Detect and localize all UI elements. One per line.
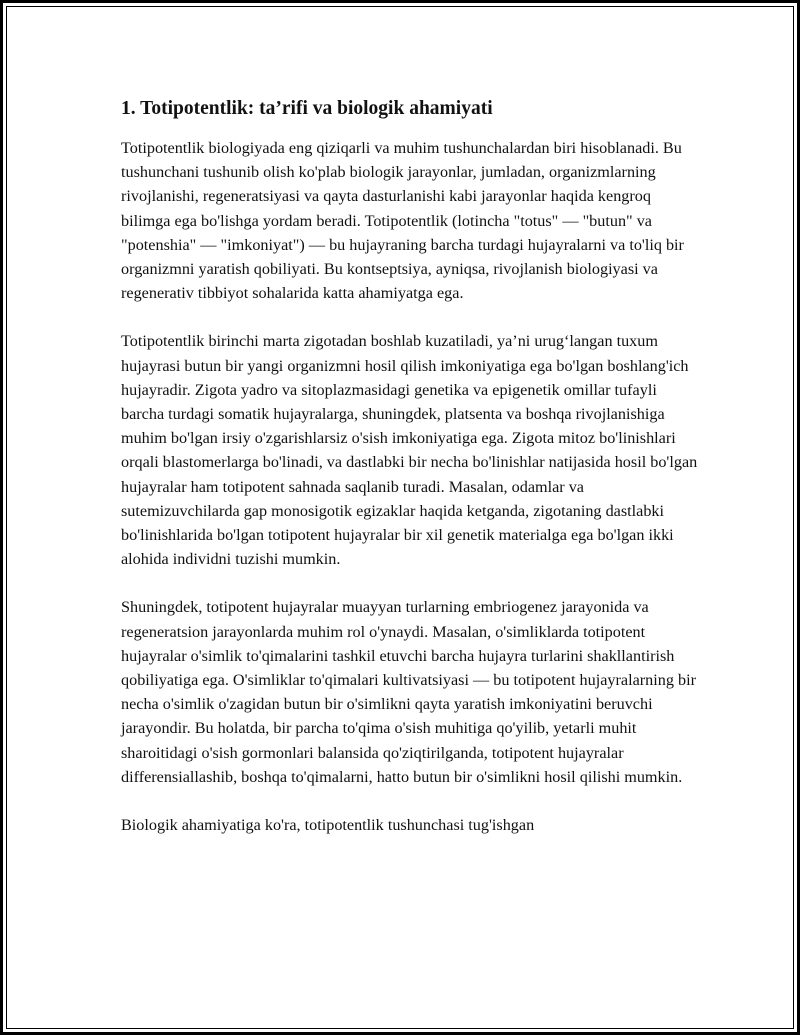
paragraph-2: Totipotentlik birinchi marta zigotadan boshlab kuzatiladi, ya’ni urug‘langan tuxum hujayrasi butun bir yangi organizmni hosil qilish imkoniyatiga ega bo'lgan boshlang'ich hujayradir. Zigota yadro va sitoplazmasidagi genetika va epigenetik omillar tufayli barcha turdagi somatik hujayralarga, shuningdek, platsenta va boshqa rivojlanishiga muhim bo'lgan irsiy o'zgarishlarsiz o'sish imkoniyatiga ega. Zigota mitoz bo'linishlari orqali blastomerlarga bo'linadi, va dastlabki bir necha bo'linishlar natijasida hosil bo'lgan hujayralar ham totipotent sahnada saqlanib turadi. Masalan, odamlar va sutemizuvchilarda gap monosigotik egizaklar haqida ketganda, zigotaning dastlabki bo'linishlarida bo'lgan totipotent hujayralar bir xil genetik materialga ega bo'lgan ikki alohida individni tuzishi mumkin. [121,332,698,569]
paragraph-3: Shuningdek, totipotent hujayralar muayyan turlarning embriogenez jarayonida va regeneratsion jarayonlarda muhim rol o'ynaydi. Masalan, o'simliklarda totipotent hujayralar o'simlik to'qimalarini tashkil etuvchi barcha hujayra turlarini shakllantirish qobiliyatiga ega. O'simliklar to'qimalari kultivatsiyasi — bu totipotent hujayralarning bir necha o'simlik o'zagidan butun bir o'simlikni qayta yaratish imkoniyatini beruvchi jarayondir. Bu holatda, bir parcha to'qima o'sish muhitiga qo'yilib, yetarli muhit sharoitidagi o'sish gormonlari balansida qo'ziqtirilganda, totipotent hujayralar differensiallashib, boshqa to'qimalarni, hatto butun bir o'simlikni hosil qilishi mumkin. [121,598,696,786]
paragraph-4: Biologik ahamiyatiga ko'ra, totipotentlik tushunchasi tug'ishgan [121,816,535,835]
section-heading: 1. Totipotentlik: ta’rifi va biologik ahamiyati [121,98,493,119]
document-body [121,96,701,861]
paragraph-1: Totipotentlik biologiyada eng qiziqarli va muhim tushunchalardan biri hisoblanadi. Bu tushunchani tushunib olish ko'plab biologik jarayonlar, jumladan, organizmlarning rivojlanishi, regeneratsiyasi va qayta dasturlanishi kabi jarayonlar haqida kengroq bilimga ega bo'lishga yordam beradi. Totipotentlik (lotincha "totus" — "butun" va "potenshia" — "imkoniyat") — bu hujayraning barcha turdagi hujayralarni va to'liq bir organizmni yaratish qobiliyati. Bu kontseptsiya, ayniqsa, rivojlanish biologiyasi va regenerativ tibbiyot sohalarida katta ahamiyatga ega. [121,139,684,303]
